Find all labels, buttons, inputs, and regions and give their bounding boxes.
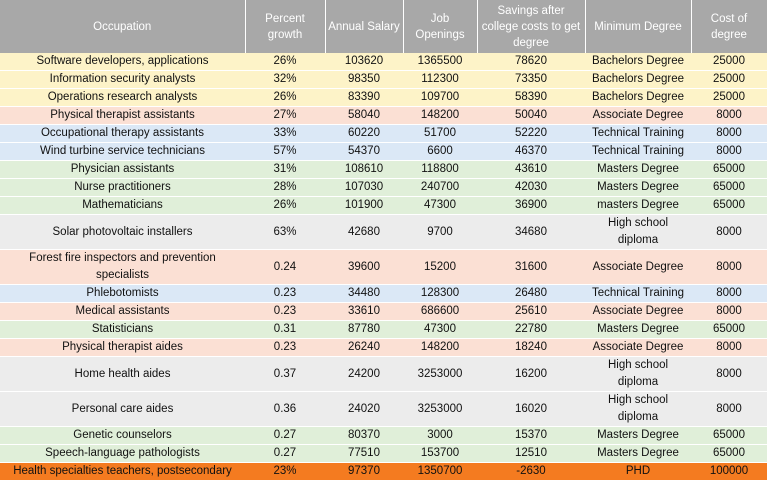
cell-percent-growth: 0.23: [245, 339, 325, 357]
cell-job-openings: 240700: [403, 179, 477, 197]
cell-occupation: Genetic counselors: [0, 427, 245, 445]
cell-job-openings: 3000: [403, 427, 477, 445]
cell-cost-of-degree: 8000: [691, 250, 767, 285]
cell-cost-of-degree: 8000: [691, 339, 767, 357]
cell-cost-of-degree: 65000: [691, 321, 767, 339]
cell-percent-growth: 28%: [245, 179, 325, 197]
header-minimum-degree: Minimum Degree: [585, 0, 691, 53]
cell-cost-of-degree: 65000: [691, 197, 767, 215]
cell-occupation: Occupational therapy assistants: [0, 125, 245, 143]
table-row: [0, 71, 767, 89]
cell-annual-salary: 42680: [325, 215, 403, 250]
cell-savings: 46370: [477, 143, 585, 161]
cell-annual-salary: 24200: [325, 357, 403, 392]
cell-cost-of-degree: 8000: [691, 357, 767, 392]
cell-cost-of-degree: 25000: [691, 71, 767, 89]
cell-occupation: Solar photovoltaic installers: [0, 215, 245, 250]
cell-percent-growth: 57%: [245, 143, 325, 161]
cell-job-openings: 112300: [403, 71, 477, 89]
cell-savings: 58390: [477, 89, 585, 107]
cell-percent-growth: 33%: [245, 125, 325, 143]
cell-savings: 43610: [477, 161, 585, 179]
cell-minimum-degree: Masters Degree: [585, 321, 691, 339]
cell-cost-of-degree: 65000: [691, 161, 767, 179]
table-row: [0, 89, 767, 107]
cell-occupation: Information security analysts: [0, 71, 245, 89]
cell-annual-salary: 60220: [325, 125, 403, 143]
cell-percent-growth: 0.23: [245, 285, 325, 303]
cell-job-openings: 6600: [403, 143, 477, 161]
cell-cost-of-degree: 25000: [691, 53, 767, 71]
cell-percent-growth: 32%: [245, 71, 325, 89]
cell-cost-of-degree: 8000: [691, 107, 767, 125]
cell-percent-growth: 26%: [245, 197, 325, 215]
cell-occupation: Phlebotomists: [0, 285, 245, 303]
cell-job-openings: 109700: [403, 89, 477, 107]
cell-occupation: Mathematicians: [0, 197, 245, 215]
table-row: [0, 125, 767, 143]
table-row: [0, 107, 767, 125]
cell-annual-salary: 39600: [325, 250, 403, 285]
cell-minimum-degree: Bachelors Degree: [585, 89, 691, 107]
cell-job-openings: 9700: [403, 215, 477, 250]
header-annual-salary: Annual Salary: [325, 0, 403, 53]
cell-job-openings: 128300: [403, 285, 477, 303]
cell-job-openings: 148200: [403, 339, 477, 357]
table-row: [0, 463, 767, 481]
cell-job-openings: 1350700: [403, 463, 477, 481]
cell-job-openings: 3253000: [403, 392, 477, 427]
cell-savings: 78620: [477, 53, 585, 71]
cell-savings: 15370: [477, 427, 585, 445]
cell-occupation: Home health aides: [0, 357, 245, 392]
cell-minimum-degree: High school diploma: [585, 215, 691, 250]
cell-percent-growth: 0.36: [245, 392, 325, 427]
table-row: [0, 197, 767, 215]
cell-cost-of-degree: 8000: [691, 143, 767, 161]
table-row: [0, 339, 767, 357]
cell-job-openings: 686600: [403, 303, 477, 321]
cell-annual-salary: 103620: [325, 53, 403, 71]
cell-percent-growth: 31%: [245, 161, 325, 179]
cell-savings: 16020: [477, 392, 585, 427]
table-row: [0, 392, 767, 427]
cell-minimum-degree: Technical Training: [585, 285, 691, 303]
table-row: [0, 357, 767, 392]
cell-job-openings: 3253000: [403, 357, 477, 392]
cell-percent-growth: 0.37: [245, 357, 325, 392]
cell-minimum-degree: Bachelors Degree: [585, 53, 691, 71]
cell-minimum-degree: Associate Degree: [585, 107, 691, 125]
header-savings: Savings after college costs to get degree: [477, 0, 585, 53]
cell-minimum-degree: High school diploma: [585, 392, 691, 427]
header-job-openings: Job Openings: [403, 0, 477, 53]
cell-annual-salary: 33610: [325, 303, 403, 321]
cell-minimum-degree: Associate Degree: [585, 250, 691, 285]
cell-percent-growth: 26%: [245, 89, 325, 107]
cell-job-openings: 148200: [403, 107, 477, 125]
cell-savings: 34680: [477, 215, 585, 250]
cell-annual-salary: 54370: [325, 143, 403, 161]
table-row: [0, 445, 767, 463]
cell-percent-growth: 27%: [245, 107, 325, 125]
cell-job-openings: 51700: [403, 125, 477, 143]
cell-cost-of-degree: 8000: [691, 125, 767, 143]
cell-savings: 36900: [477, 197, 585, 215]
cell-cost-of-degree: 8000: [691, 392, 767, 427]
cell-percent-growth: 0.27: [245, 427, 325, 445]
cell-occupation: Physical therapist assistants: [0, 107, 245, 125]
table-row: [0, 250, 767, 285]
cell-minimum-degree: masters Degree: [585, 197, 691, 215]
cell-savings: 26480: [477, 285, 585, 303]
cell-job-openings: 153700: [403, 445, 477, 463]
table-row: [0, 53, 767, 71]
cell-percent-growth: 23%: [245, 463, 325, 481]
cell-job-openings: 1365500: [403, 53, 477, 71]
cell-occupation: Forest fire inspectors and prevention specialists: [0, 250, 245, 285]
cell-percent-growth: 0.27: [245, 445, 325, 463]
cell-minimum-degree: High school diploma: [585, 357, 691, 392]
table-row: [0, 143, 767, 161]
header-occupation: Occupation: [0, 0, 245, 53]
cell-annual-salary: 83390: [325, 89, 403, 107]
cell-occupation: Physician assistants: [0, 161, 245, 179]
cell-occupation: Personal care aides: [0, 392, 245, 427]
cell-savings: 50040: [477, 107, 585, 125]
cell-savings: 25610: [477, 303, 585, 321]
cell-minimum-degree: Technical Training: [585, 125, 691, 143]
cell-cost-of-degree: 8000: [691, 215, 767, 250]
header-row: [0, 0, 767, 53]
cell-cost-of-degree: 65000: [691, 179, 767, 197]
cell-occupation: Operations research analysts: [0, 89, 245, 107]
cell-savings: 52220: [477, 125, 585, 143]
cell-annual-salary: 97370: [325, 463, 403, 481]
cell-annual-salary: 108610: [325, 161, 403, 179]
cell-annual-salary: 98350: [325, 71, 403, 89]
cell-annual-salary: 77510: [325, 445, 403, 463]
cell-minimum-degree: Associate Degree: [585, 303, 691, 321]
cell-occupation: Nurse practitioners: [0, 179, 245, 197]
cell-savings: 22780: [477, 321, 585, 339]
cell-savings: 12510: [477, 445, 585, 463]
cell-cost-of-degree: 65000: [691, 427, 767, 445]
cell-minimum-degree: Masters Degree: [585, 179, 691, 197]
cell-percent-growth: 26%: [245, 53, 325, 71]
cell-annual-salary: 58040: [325, 107, 403, 125]
cell-cost-of-degree: 65000: [691, 445, 767, 463]
table-row: [0, 215, 767, 250]
cell-percent-growth: 0.24: [245, 250, 325, 285]
cell-savings: 31600: [477, 250, 585, 285]
cell-cost-of-degree: 8000: [691, 303, 767, 321]
cell-cost-of-degree: 8000: [691, 285, 767, 303]
cell-cost-of-degree: 100000: [691, 463, 767, 481]
cell-occupation: Health specialties teachers, postsecondary: [0, 463, 245, 481]
cell-minimum-degree: Masters Degree: [585, 445, 691, 463]
cell-occupation: Statisticians: [0, 321, 245, 339]
cell-percent-growth: 63%: [245, 215, 325, 250]
cell-minimum-degree: Technical Training: [585, 143, 691, 161]
cell-savings: 18240: [477, 339, 585, 357]
cell-occupation: Physical therapist aides: [0, 339, 245, 357]
table-row: [0, 321, 767, 339]
cell-job-openings: 118800: [403, 161, 477, 179]
cell-savings: 73350: [477, 71, 585, 89]
cell-occupation: Wind turbine service technicians: [0, 143, 245, 161]
cell-annual-salary: 87780: [325, 321, 403, 339]
cell-job-openings: 15200: [403, 250, 477, 285]
cell-job-openings: 47300: [403, 321, 477, 339]
cell-percent-growth: 0.23: [245, 303, 325, 321]
cell-savings: 16200: [477, 357, 585, 392]
cell-percent-growth: 0.31: [245, 321, 325, 339]
cell-annual-salary: 101900: [325, 197, 403, 215]
cell-minimum-degree: Masters Degree: [585, 161, 691, 179]
cell-savings: -2630: [477, 463, 585, 481]
cell-minimum-degree: Masters Degree: [585, 427, 691, 445]
table-row: [0, 179, 767, 197]
cell-occupation: Speech-language pathologists: [0, 445, 245, 463]
cell-annual-salary: 24020: [325, 392, 403, 427]
cell-annual-salary: 34480: [325, 285, 403, 303]
table-row: [0, 285, 767, 303]
cell-occupation: Medical assistants: [0, 303, 245, 321]
cell-job-openings: 47300: [403, 197, 477, 215]
cell-minimum-degree: PHD: [585, 463, 691, 481]
cell-occupation: Software developers, applications: [0, 53, 245, 71]
cell-minimum-degree: Bachelors Degree: [585, 71, 691, 89]
header-percent-growth: Percent growth: [245, 0, 325, 53]
cell-annual-salary: 80370: [325, 427, 403, 445]
table-row: [0, 427, 767, 445]
cell-annual-salary: 26240: [325, 339, 403, 357]
table-row: [0, 161, 767, 179]
cell-minimum-degree: Associate Degree: [585, 339, 691, 357]
header-cost-of-degree: Cost of degree: [691, 0, 767, 53]
table-row: [0, 303, 767, 321]
cell-savings: 42030: [477, 179, 585, 197]
cell-annual-salary: 107030: [325, 179, 403, 197]
cell-cost-of-degree: 25000: [691, 89, 767, 107]
